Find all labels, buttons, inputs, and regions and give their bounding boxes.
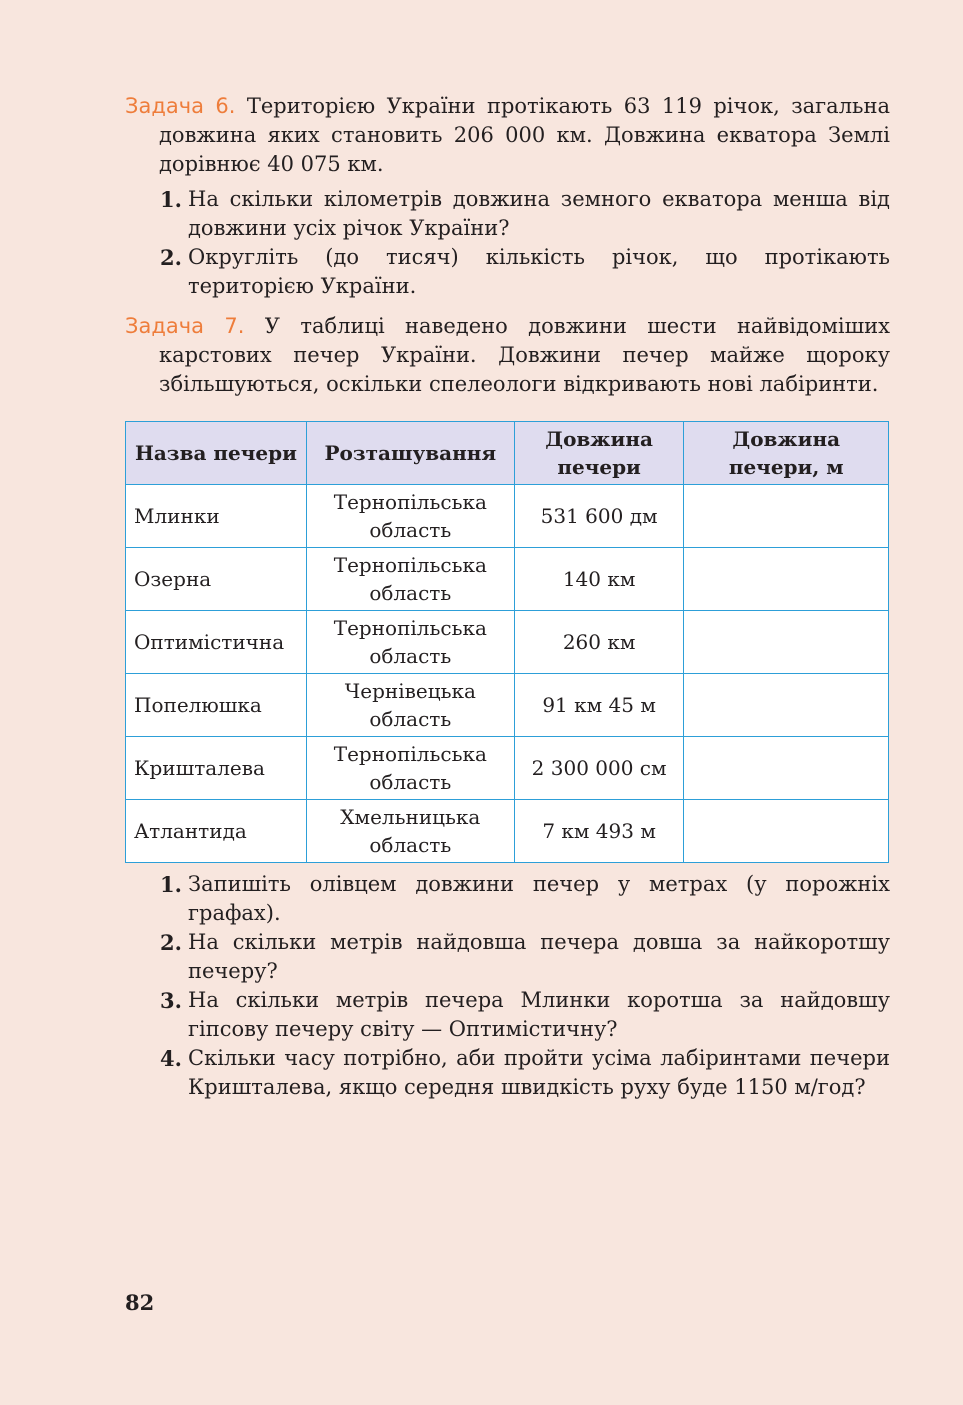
task-7-text: У таблиці наведено довжини шести найвідоміших карстових печер України. Довжини печер майже щороку збільшуються, оскільки спелеологи відкривають нові лабіринти. bbox=[159, 314, 890, 396]
location-word: область bbox=[369, 833, 452, 857]
cave-length-meters-blank[interactable] bbox=[684, 800, 889, 863]
task-7-question-3 bbox=[125, 986, 890, 1044]
question-text: Округліть (до тисяч) кількість річок, що протікають територією України. bbox=[188, 245, 890, 298]
question-number: 3. bbox=[160, 988, 182, 1013]
cave-location bbox=[306, 800, 514, 863]
question-text: На скільки кілометрів довжина земного екватора менша від довжини усіх річок України? bbox=[188, 187, 890, 240]
cave-name: Млинки bbox=[126, 485, 307, 548]
location-word: область bbox=[369, 518, 452, 542]
cave-length: 531 600 дм bbox=[514, 485, 684, 548]
task-7-questions-block bbox=[125, 870, 890, 1102]
table-row bbox=[126, 548, 889, 611]
task-7-statement bbox=[125, 312, 890, 399]
cave-length: 260 км bbox=[514, 611, 684, 674]
location-region: Чернівецька bbox=[344, 679, 476, 703]
cave-length-meters-blank[interactable] bbox=[684, 548, 889, 611]
question-number: 2. bbox=[160, 930, 182, 955]
task-7-question-2 bbox=[125, 928, 890, 986]
location-word: область bbox=[369, 644, 452, 668]
cave-length: 140 км bbox=[514, 548, 684, 611]
location-word: область bbox=[369, 707, 452, 731]
table-row bbox=[126, 611, 889, 674]
cave-location bbox=[306, 674, 514, 737]
task-7-title: Задача 7. bbox=[125, 314, 245, 338]
question-text: На скільки метрів найдовша печера довша за найкоротшу печеру? bbox=[188, 930, 890, 983]
question-number: 1. bbox=[160, 872, 182, 897]
cave-location bbox=[306, 548, 514, 611]
location-region: Тернопільська bbox=[333, 742, 487, 766]
cave-name: Озерна bbox=[126, 548, 307, 611]
table-row bbox=[126, 485, 889, 548]
table-row bbox=[126, 737, 889, 800]
table-row bbox=[126, 674, 889, 737]
task-6-title: Задача 6. bbox=[125, 94, 236, 118]
cave-length-meters-blank[interactable] bbox=[684, 611, 889, 674]
table-header-row bbox=[126, 422, 889, 485]
table-row bbox=[126, 800, 889, 863]
header-length-meters: Довжина печери, м bbox=[684, 422, 889, 485]
question-number: 2. bbox=[160, 245, 182, 270]
cave-length-meters-blank[interactable] bbox=[684, 485, 889, 548]
cave-location bbox=[306, 611, 514, 674]
location-region: Тернопільська bbox=[333, 490, 487, 514]
task-6-questions bbox=[125, 185, 890, 301]
cave-location bbox=[306, 485, 514, 548]
task-7 bbox=[125, 312, 890, 399]
cave-name: Попелюшка bbox=[126, 674, 307, 737]
task-6-statement bbox=[125, 92, 890, 179]
location-region: Тернопільська bbox=[333, 553, 487, 577]
cave-name: Оптимістична bbox=[126, 611, 307, 674]
task-6-question-2 bbox=[125, 243, 890, 301]
header-length: Довжина печери bbox=[514, 422, 684, 485]
cave-length-meters-blank[interactable] bbox=[684, 737, 889, 800]
question-text: Запишіть олівцем довжини печер у метрах (у порожніх графах). bbox=[188, 872, 890, 925]
cave-location bbox=[306, 737, 514, 800]
cave-length: 91 км 45 м bbox=[514, 674, 684, 737]
cave-length-meters-blank[interactable] bbox=[684, 674, 889, 737]
location-word: область bbox=[369, 770, 452, 794]
location-region: Хмельницька bbox=[340, 805, 481, 829]
header-location: Розташування bbox=[306, 422, 514, 485]
task-6-text: Територією України протікають 63 119 річок, загальна довжина яких становить 206 000 км. Довжина екватора Землі дорівнює 40 075 км. bbox=[159, 94, 890, 176]
cave-name: Атлантида bbox=[126, 800, 307, 863]
cave-name: Кришталева bbox=[126, 737, 307, 800]
task-6-question-1 bbox=[125, 185, 890, 243]
page-number: 82 bbox=[125, 1290, 155, 1315]
location-region: Тернопільська bbox=[333, 616, 487, 640]
task-7-question-4 bbox=[125, 1044, 890, 1102]
header-cave-name: Назва печери bbox=[126, 422, 307, 485]
task-7-questions bbox=[125, 870, 890, 1102]
task-6 bbox=[125, 92, 890, 301]
question-number: 1. bbox=[160, 187, 182, 212]
location-word: область bbox=[369, 581, 452, 605]
cave-length: 7 км 493 м bbox=[514, 800, 684, 863]
task-7-question-1 bbox=[125, 870, 890, 928]
question-number: 4. bbox=[160, 1046, 182, 1071]
caves-table bbox=[125, 421, 889, 863]
question-text: На скільки метрів печера Млинки коротша за найдовшу гіпсову печеру світу — Оптимістичну? bbox=[188, 988, 890, 1041]
question-text: Скільки часу потрібно, аби пройти усіма лабіринтами печери Кришталева, якщо середня швидкість руху буде 1150 м/год? bbox=[188, 1046, 890, 1099]
cave-length: 2 300 000 см bbox=[514, 737, 684, 800]
